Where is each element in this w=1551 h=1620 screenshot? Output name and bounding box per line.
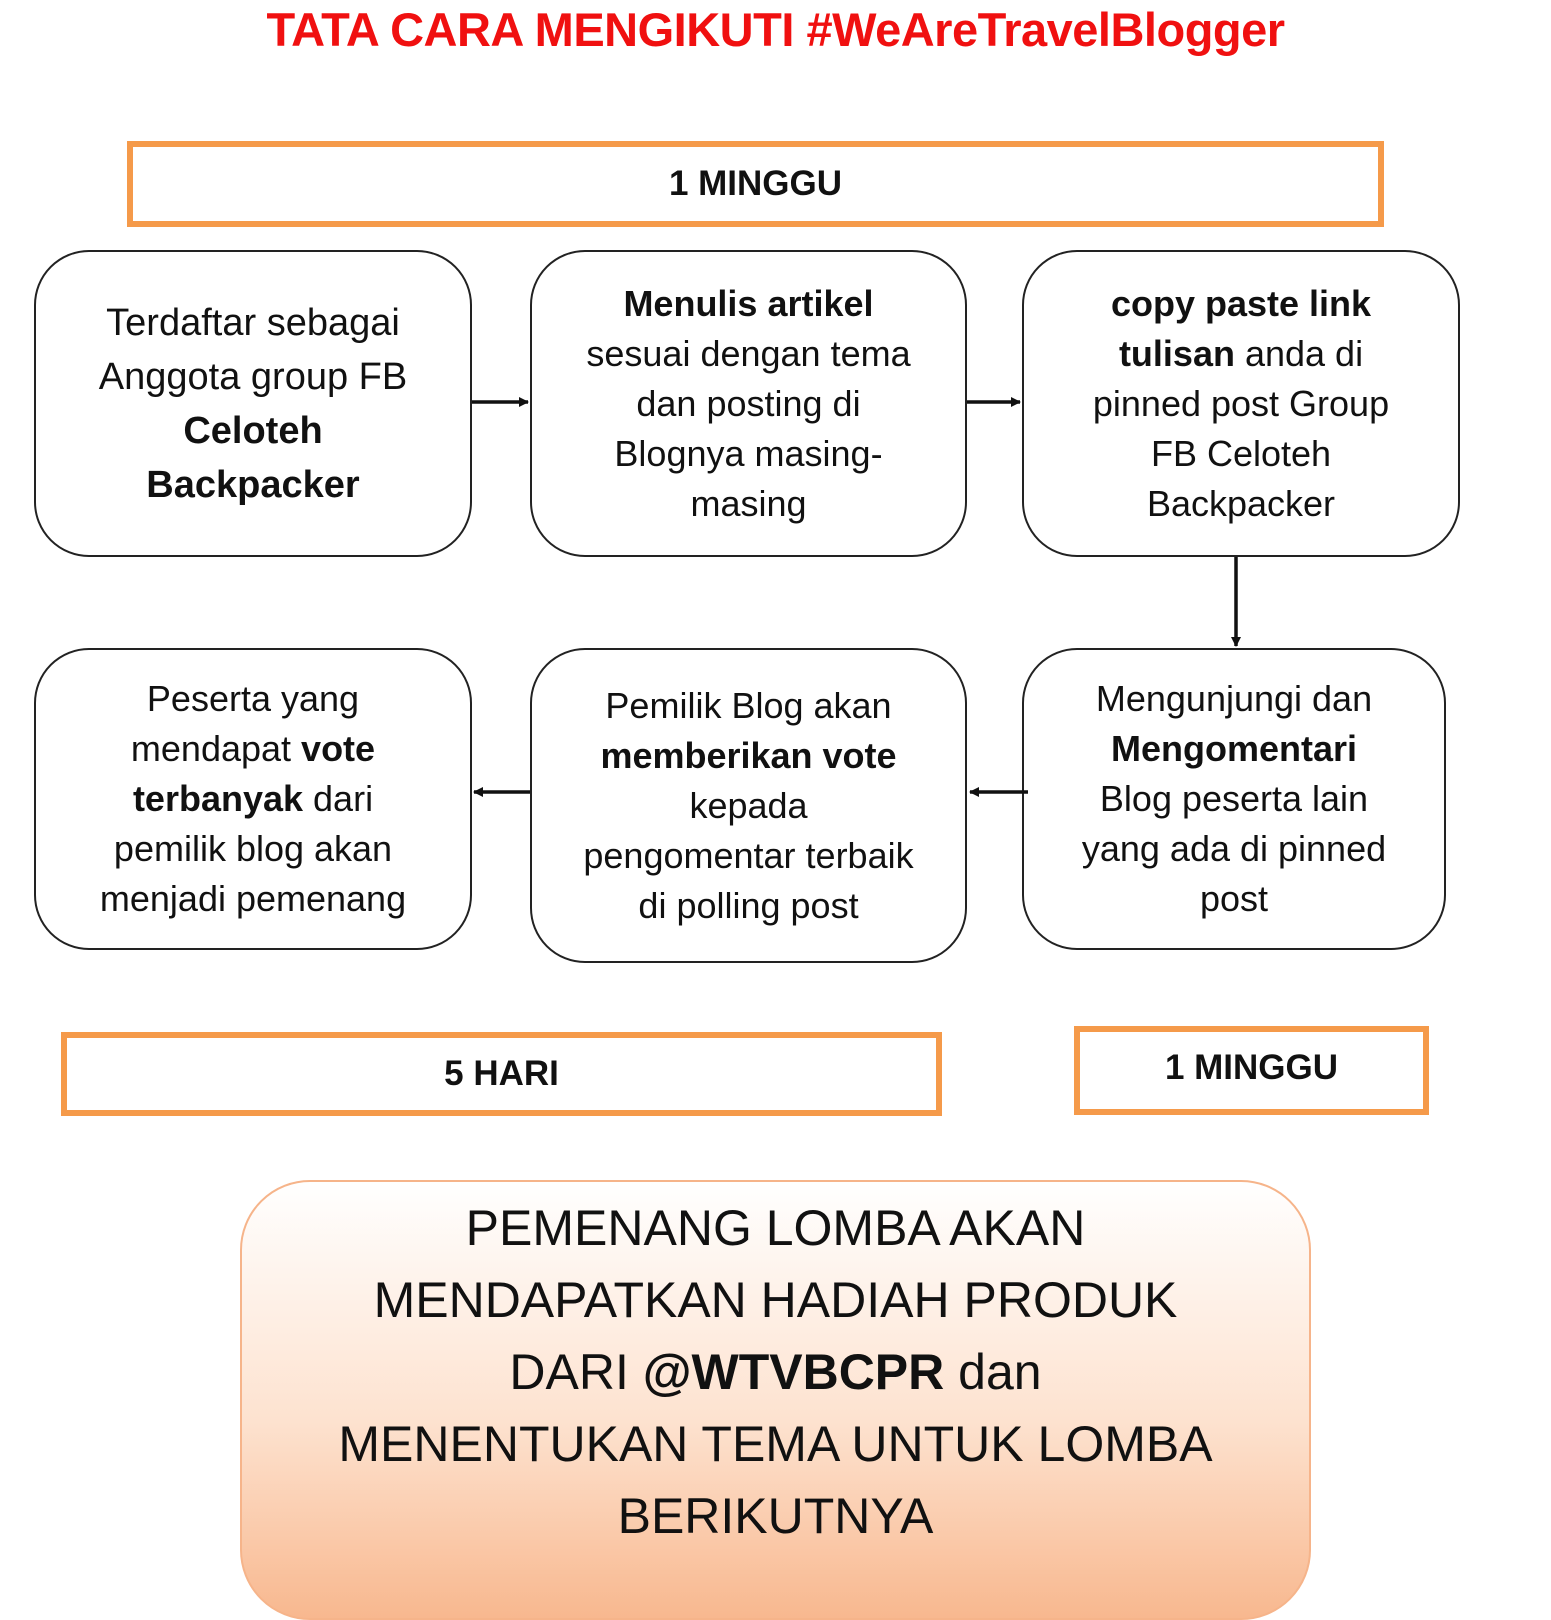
band-bottom-left-label: 5 HARI xyxy=(444,1054,559,1093)
band-top-label: 1 MINGGU xyxy=(668,164,843,203)
step-6-text: Peserta yang mendapat vote terbanyak dari pemilik blog akan menjadi pemenang xyxy=(99,678,407,919)
band-bottom-right-duration xyxy=(1074,1026,1429,1115)
step-2-text: Menulis artikel sesuai dengan tema dan posting di Blognya masing- masing xyxy=(586,282,911,524)
page-title: TATA CARA MENGIKUTI #WeAreTravelBlogger xyxy=(266,3,1285,56)
step-4-text: Mengunjungi dan Mengomentari Blog peserta lain yang ada di pinned post xyxy=(1081,678,1387,919)
sponsor-handle: @WTVBCPR xyxy=(642,1344,945,1400)
band-bottom-right-label: 1 MINGGU xyxy=(1164,1047,1339,1087)
step-3-text: copy paste link tulisan anda di pinned post Group FB Celoteh Backpacker xyxy=(1092,282,1390,524)
step-5-text: Pemilik Blog akan memberikan vote kepada pengomentar terbaik di polling post xyxy=(583,684,914,926)
step-1-text: Terdaftar sebagai Anggota group FB Celoteh Backpacker xyxy=(98,301,408,506)
band-bottom-left-duration xyxy=(61,1032,942,1116)
prize-announcement: PEMENANG LOMBA AKAN MENDAPATKAN HADIAH PRODUK DARI @WTVBCPR dan MENENTUKAN TEMA UNTUK LOMBA BERIKUTNYA xyxy=(240,1180,1311,1620)
